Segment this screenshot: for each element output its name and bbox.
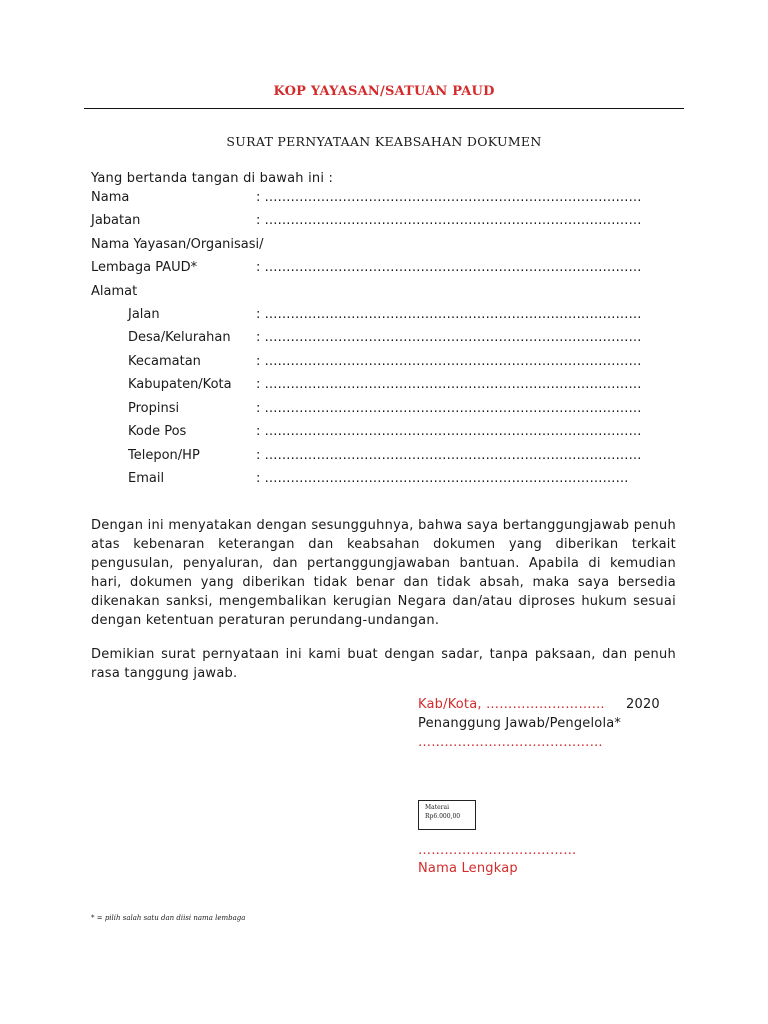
fill-email: : ………………………………………………………………………… <box>256 471 629 486</box>
full-name-label: Nama Lengkap <box>418 861 518 876</box>
footnote: * = pilih salah satu dan diisi nama lembaga <box>91 914 246 922</box>
label-nama: Nama <box>91 190 130 205</box>
name-dots: ……………………………… <box>418 843 577 858</box>
statement-paragraph: Dengan ini menyatakan dengan sesungguhnya, bahwa saya bertanggungjawab penuh atas kebenaran keterangan dan keabsahan dokumen yang diberikan terkait pengusulan, penyaluran, dan pertanggungjawaban bantuan. Apabila di kemudian hari, dokumen yang diberikan tidak benar dan tidak absah, maka saya bersedia dikenakan sanksi, mengembalikan kerugian Negara dan/atau diproses hukum sesuai dengan ketentuan peraturan perundang-undangan. <box>91 518 676 628</box>
document-title: SURAT PERNYATAAN KEABSAHAN DOKUMEN <box>226 134 542 149</box>
intro-text: Yang bertanda tangan di bawah ini : <box>91 171 334 186</box>
letterhead-rule <box>84 108 684 109</box>
signatory-role: Penanggung Jawab/Pengelola* <box>418 716 622 731</box>
fill-lembaga: : …………………………………………………………………………… <box>256 260 642 275</box>
label-telepon: Telepon/HP <box>128 448 200 463</box>
label-desa: Desa/Kelurahan <box>128 330 231 345</box>
fill-jabatan: : …………………………………………………………………………… <box>256 213 642 228</box>
label-kabupaten: Kabupaten/Kota <box>128 377 232 392</box>
fill-kecamatan: : …………………………………………………………………………… <box>256 354 642 369</box>
label-kode-pos: Kode Pos <box>128 424 187 439</box>
fill-telepon: : …………………………………………………………………………… <box>256 448 642 463</box>
fill-jalan: : …………………………………………………………………………… <box>256 307 642 322</box>
fill-nama: : …………………………………………………………………………… <box>256 190 642 205</box>
role-dots: …………………………………… <box>418 735 603 750</box>
closing-paragraph: Demikian surat pernyataan ini kami buat dengan sadar, tanpa paksaan, dan penuh rasa tanggung jawab. <box>91 647 676 681</box>
label-email: Email <box>128 471 165 486</box>
label-jabatan: Jabatan <box>91 213 141 228</box>
label-nama-yayasan: Nama Yayasan/Organisasi/ <box>91 237 264 252</box>
place-date: Kab/Kota, ……………………… <box>418 697 605 712</box>
letterhead-title: KOP YAYASAN/SATUAN PAUD <box>273 84 495 99</box>
fill-propinsi: : …………………………………………………………………………… <box>256 401 642 416</box>
label-alamat: Alamat <box>91 284 138 299</box>
label-lembaga: Lembaga PAUD* <box>91 260 198 275</box>
fill-desa: : …………………………………………………………………………… <box>256 330 642 345</box>
label-jalan: Jalan <box>128 307 160 322</box>
fill-kabupaten: : …………………………………………………………………………… <box>256 377 642 392</box>
fill-kode-pos: : …………………………………………………………………………… <box>256 424 642 439</box>
stamp-duty-box <box>418 800 476 830</box>
label-propinsi: Propinsi <box>128 401 180 416</box>
stamp-value: Rp6.000,00 <box>425 813 461 820</box>
label-kecamatan: Kecamatan <box>128 354 201 369</box>
year: 2020 <box>626 697 660 712</box>
stamp-label: Materai <box>425 804 450 811</box>
